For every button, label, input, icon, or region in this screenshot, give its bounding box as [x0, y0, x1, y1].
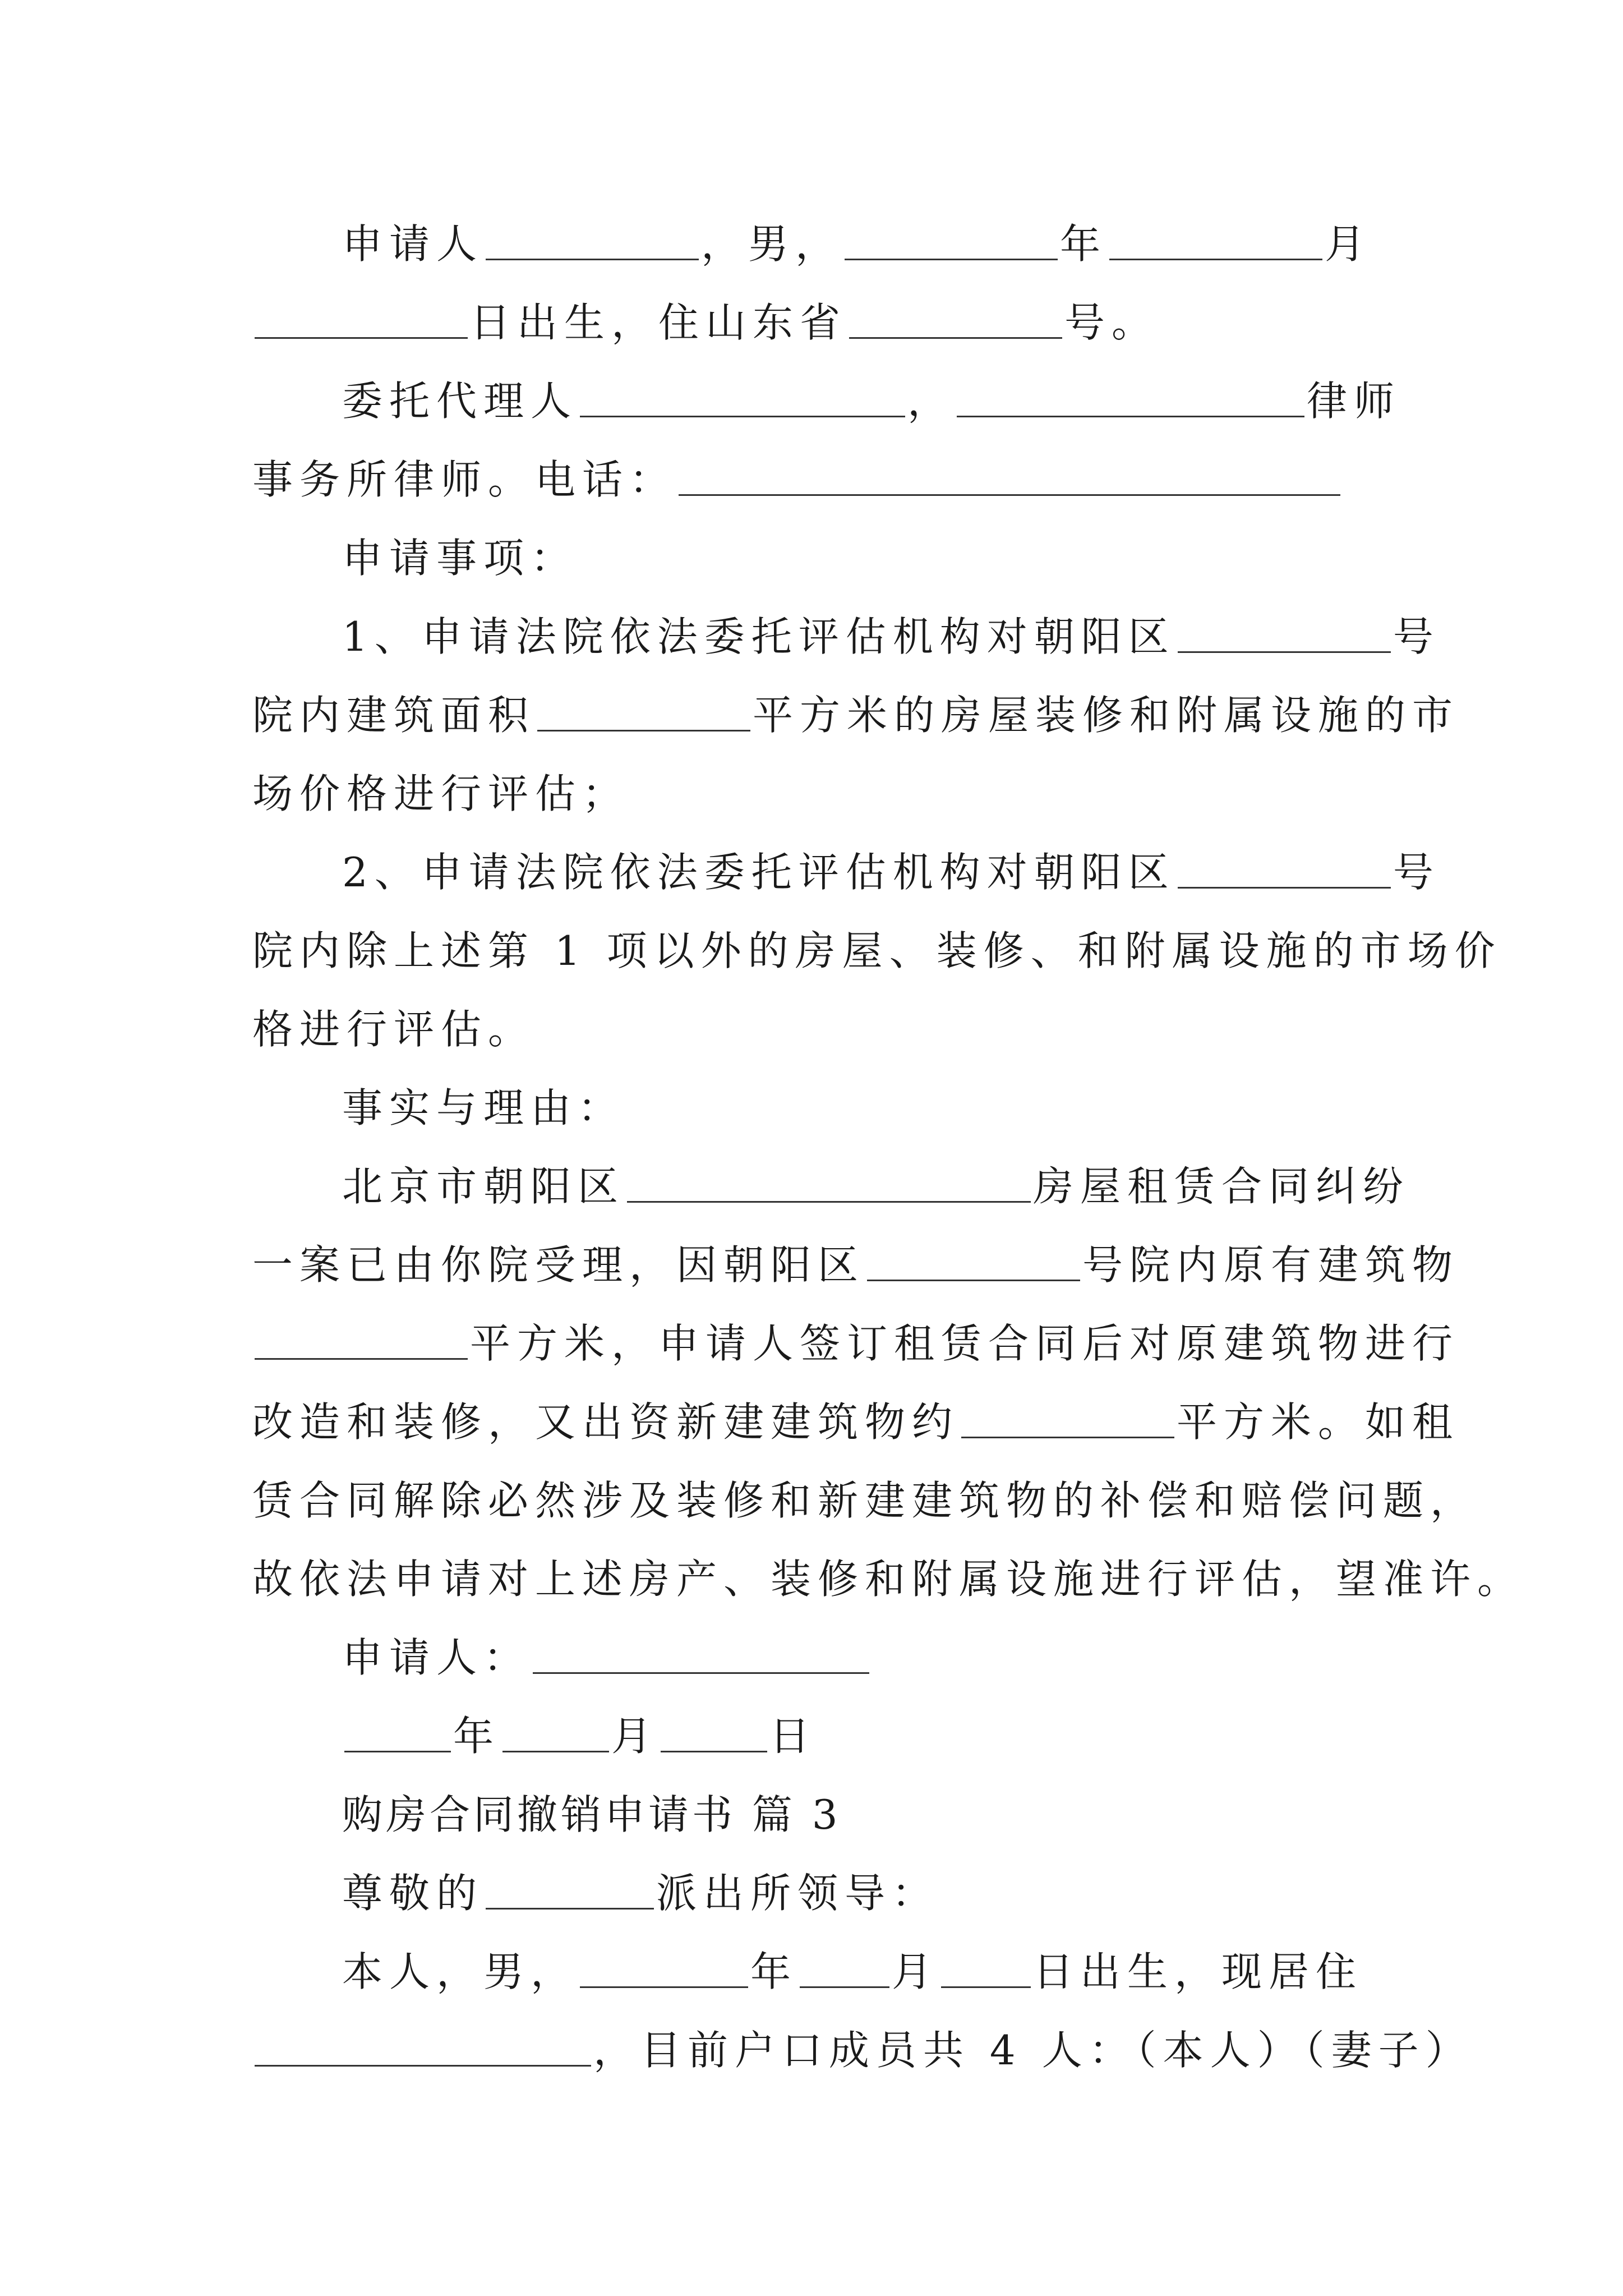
text: 日出生，现居住: [1033, 1948, 1363, 1995]
signature-line: [0, 1627, 1623, 1688]
item-1-line-1: [0, 606, 1623, 668]
agent-line-2: [0, 449, 1623, 510]
blank-field[interactable]: [627, 1157, 1031, 1203]
item-1-line-2: [0, 684, 1623, 746]
text: 年: [1060, 220, 1108, 268]
text: 赁合同解除必然涉及装修和新建建筑物的补偿和赔偿问题，: [252, 1477, 1478, 1524]
blank-field[interactable]: [1178, 608, 1391, 653]
text: 号: [1393, 849, 1440, 896]
text: 故依法申请对上述房产、装修和附属设施进行评估，望准许。: [252, 1556, 1525, 1603]
text: ，: [907, 378, 955, 425]
text: 月: [892, 1948, 939, 1995]
text: 北京市朝阳区: [342, 1163, 625, 1210]
phone-field[interactable]: [679, 450, 1340, 496]
blank-field[interactable]: [486, 1864, 654, 1910]
section-heading: [0, 1077, 1623, 1139]
item-2-line-1: [0, 841, 1623, 903]
text: 2、申请法院依法委托评估机构对朝阳区: [342, 849, 1175, 896]
facts-line-5: [0, 1470, 1623, 1531]
address-field[interactable]: [255, 2021, 591, 2067]
blank-field[interactable]: [1109, 215, 1322, 260]
text: ，目前户口成员共 4 人：（本人）（妻子）: [593, 2027, 1473, 2074]
facts-line-3: [0, 1313, 1623, 1374]
text: 号。: [1064, 299, 1159, 346]
text: 1、申请法院依法委托评估机构对朝阳区: [342, 613, 1175, 660]
text: 申请人：: [342, 1634, 531, 1681]
blank-field[interactable]: [961, 1393, 1174, 1438]
facts-line-6: [0, 1548, 1623, 1610]
text: ，男，: [701, 220, 843, 268]
agent-line: [0, 370, 1623, 432]
date-line: [0, 1705, 1623, 1767]
text: 事务所律师。电话：: [252, 456, 677, 503]
statement-line-2: [0, 2019, 1623, 2081]
blank-field[interactable]: [849, 293, 1062, 339]
text: 律师: [1307, 378, 1401, 425]
item-1-line-3: [0, 763, 1623, 825]
blank-field[interactable]: [580, 1943, 748, 1988]
blank-field[interactable]: [537, 686, 750, 731]
statement-line-1: [0, 1941, 1623, 2003]
blank-field[interactable]: [957, 372, 1304, 417]
blank-field[interactable]: [255, 293, 468, 339]
day-field[interactable]: [661, 1707, 767, 1752]
text: 房屋租赁合同纠纷: [1033, 1163, 1410, 1210]
text: 尊敬的: [342, 1870, 484, 1917]
text: 事实与理由：: [342, 1084, 625, 1131]
text: 场价格进行评估；: [252, 770, 630, 817]
text: 月: [1325, 220, 1372, 268]
signature-field[interactable]: [533, 1628, 869, 1674]
salutation-line: [0, 1862, 1623, 1924]
text: 改造和装修，又出资新建建筑物约: [252, 1398, 960, 1446]
text: 日: [769, 1713, 817, 1760]
text: 年: [453, 1713, 501, 1760]
facts-line-4: [0, 1391, 1623, 1453]
text: 日出生，住山东省: [470, 299, 847, 346]
item-2-line-2: [0, 920, 1623, 982]
section-heading: [0, 527, 1623, 589]
text: 平方米。如租: [1177, 1398, 1460, 1446]
facts-line-1: [0, 1156, 1623, 1217]
blank-field[interactable]: [1178, 843, 1391, 889]
text: 月: [611, 1713, 659, 1760]
facts-line-2: [0, 1234, 1623, 1296]
applicant-line-2: [0, 292, 1623, 353]
text: 平方米的房屋装修和附属设施的市: [753, 692, 1460, 739]
blank-field[interactable]: [580, 372, 905, 417]
section-title: [0, 1784, 1623, 1846]
blank-field[interactable]: [486, 215, 699, 260]
text: 委托代理人: [342, 378, 578, 425]
blank-field[interactable]: [845, 215, 1058, 260]
text: 年: [750, 1948, 798, 1995]
text: 号院内原有建筑物: [1082, 1241, 1460, 1289]
text: 购房合同撤销申请书 篇 3: [342, 1791, 841, 1838]
blank-field[interactable]: [255, 1314, 468, 1360]
blank-field[interactable]: [800, 1943, 889, 1988]
year-field[interactable]: [344, 1707, 451, 1752]
blank-field[interactable]: [867, 1236, 1080, 1281]
item-2-line-3: [0, 999, 1623, 1060]
text: 本人，男，: [342, 1948, 578, 1995]
text: 格进行评估。: [252, 1006, 536, 1053]
month-field[interactable]: [502, 1707, 609, 1752]
text: 一案已由你院受理，因朝阳区: [252, 1241, 865, 1289]
applicant-line: [0, 213, 1623, 275]
text: 申请人: [342, 220, 484, 268]
text: 申请事项：: [342, 535, 578, 582]
text: 号: [1393, 613, 1440, 660]
text: 院内除上述第 1 项以外的房屋、装修、和附属设施的市场价: [252, 927, 1502, 974]
text: 派出所领导：: [656, 1870, 939, 1917]
blank-field[interactable]: [941, 1943, 1031, 1988]
text: 院内建筑面积: [252, 692, 536, 739]
text: 平方米，申请人签订租赁合同后对原建筑物进行: [470, 1320, 1460, 1367]
